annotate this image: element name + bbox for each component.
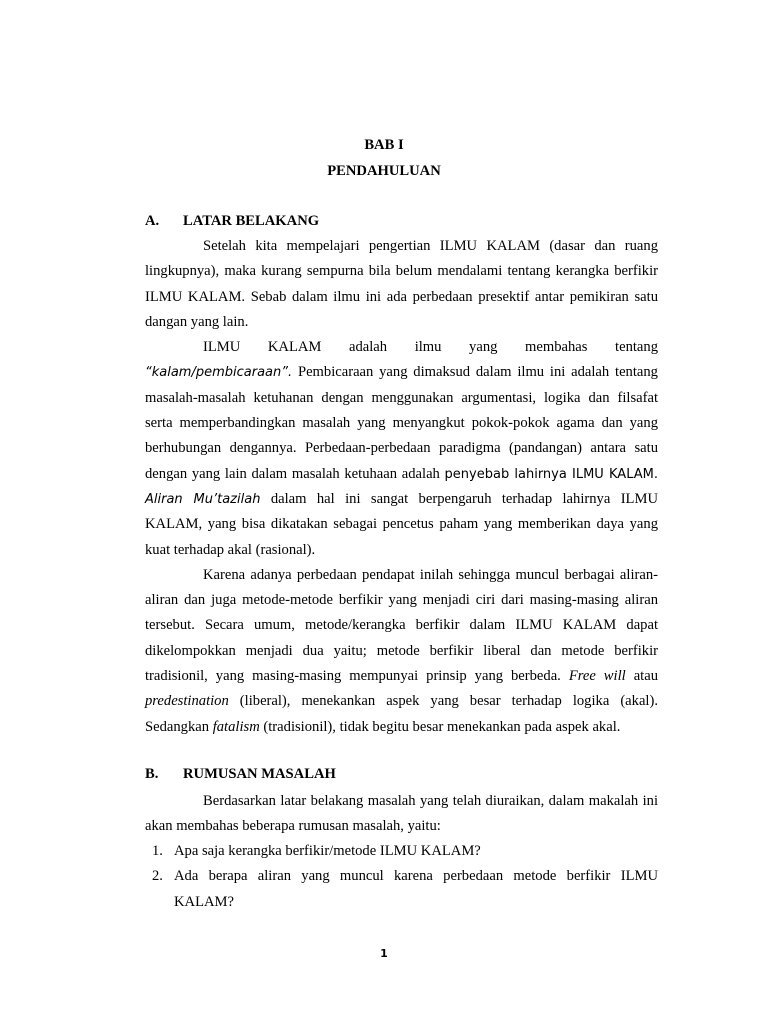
p2-quote: “kalam/pembicaraan”. bbox=[145, 365, 293, 381]
chapter-title: BAB I bbox=[364, 137, 404, 153]
section-a-paragraph-3 bbox=[145, 563, 658, 740]
p2-sans-text: penyebab lahirnya ILMU KALAM. bbox=[444, 466, 658, 482]
section-b-label: B. bbox=[145, 766, 159, 782]
list-item-text: Apa saja kerangka berfikir/metode ILMU KALAM? bbox=[174, 843, 481, 859]
list-item bbox=[152, 839, 658, 864]
section-a-body bbox=[145, 234, 658, 740]
p2-end: dalam hal ini sangat berpengaruh terhadap lahirnya ILMU KALAM, yang bisa dikatakan sebagai pencetus paham yang memberikan daya yang kuat terhadap akal (rasional). bbox=[145, 490, 658, 558]
page-number: 1 bbox=[380, 947, 388, 960]
p3-fatalism: fatalism bbox=[212, 718, 260, 735]
section-a-paragraph-2 bbox=[145, 335, 658, 563]
section-a-label: A. bbox=[145, 213, 160, 229]
section-b-body bbox=[145, 789, 658, 840]
p2-mid: Pembicaraan yang dimaksud dalam ilmu ini adalah tentang masalah-masalah ketuhanan dengan menggunakan argumentasi, logika dan filsafat serta memperbandingkan masalah yang menyangkut pokok-pokok agama dan yang berhubungan dengannya. Perbedaan-perbedaan paradigma (pandangan) antara satu dengan yang lain dalam masalah ketuhaan adalah bbox=[145, 364, 658, 482]
p3-t3: (tradisionil), tidak begitu besar menekankan pada aspek akal. bbox=[263, 718, 621, 735]
problem-list bbox=[152, 839, 658, 915]
section-b-heading bbox=[145, 766, 336, 783]
list-item-number: 2. bbox=[152, 868, 163, 885]
chapter-subtitle: PENDAHULUAN bbox=[327, 163, 441, 179]
list-item-text: Ada berapa aliran yang muncul karena perbedaan metode berfikir ILMU KALAM? bbox=[174, 868, 658, 910]
p3-predestination: predestination bbox=[145, 693, 229, 710]
list-item bbox=[152, 864, 658, 915]
section-a-heading bbox=[145, 213, 319, 230]
section-a-paragraph-1: Setelah kita mempelajari pengertian ILMU KALAM (dasar dan ruang lingkupnya), maka kurang sempurna bila belum mendalami tentang kerangka berfikir ILMU KALAM. Sebab dalam ilmu ini ada perbedaan presektif antar pemikiran satu dangan yang lain. bbox=[145, 238, 658, 330]
p3-t1: atau bbox=[633, 668, 659, 685]
p2-aliran: Aliran Mu’tazilah bbox=[145, 491, 261, 507]
section-b-paragraph-1: Berdasarkan latar belakang masalah yang telah diuraikan, dalam makalah ini akan membahas beberapa rumusan masalah, yaitu: bbox=[145, 793, 658, 835]
p3-start: Karena adanya perbedaan pendapat inilah sehingga muncul berbagai aliran-aliran dan juga metode-metode berfikir yang menjadi ciri dari masing-masing aliran tersebut. Secara umum, metode/kerangka berfikir dalam ILMU KALAM dapat dikelompokkan menjadi dua yaitu; metode berfikir liberal dan metode berfikir tradisionil, yang masing-masing mempunyai prinsip yang berbeda. bbox=[145, 566, 658, 685]
p3-free-will: Free will bbox=[568, 668, 626, 685]
p2-start: ILMU KALAM adalah ilmu yang membahas tentang bbox=[203, 339, 658, 356]
list-item-number: 1. bbox=[152, 843, 163, 859]
p3-t2: (liberal), menekankan aspek yang besar terhadap logika (akal). Sedangkan bbox=[145, 693, 658, 735]
section-b-title: RUMUSAN MASALAH bbox=[183, 766, 336, 782]
section-a-title: LATAR BELAKANG bbox=[183, 213, 320, 229]
